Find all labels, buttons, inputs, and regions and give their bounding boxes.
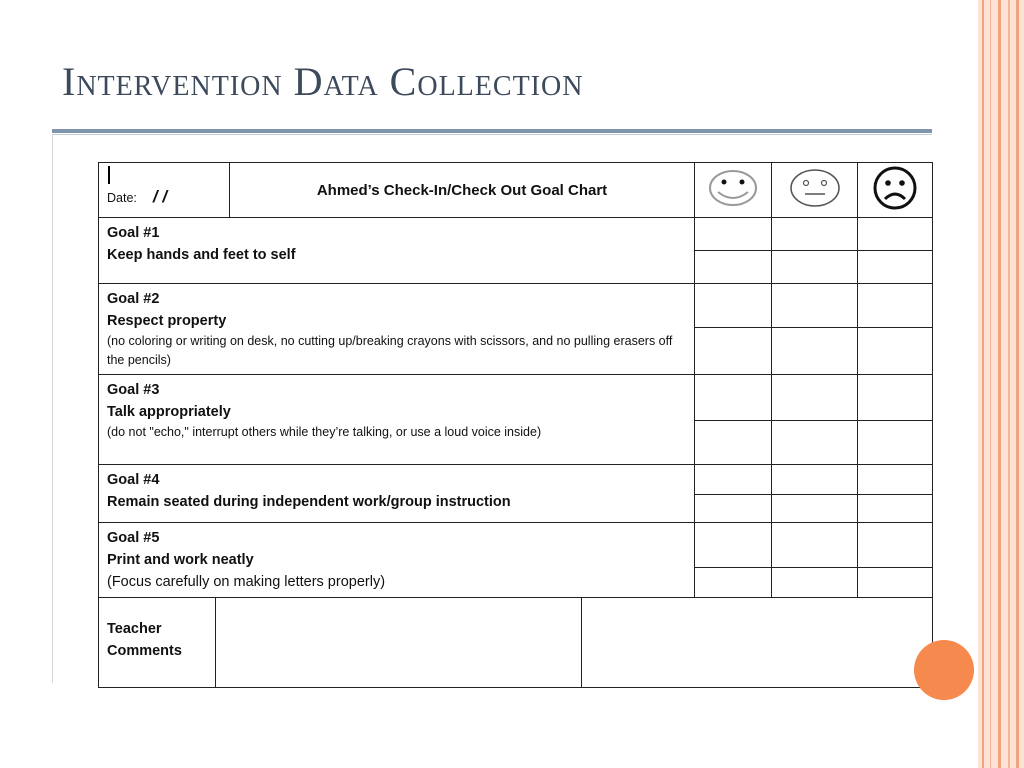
smile-face-cell (695, 163, 772, 218)
goal-row (99, 465, 933, 495)
rating-cell[interactable] (695, 218, 772, 251)
goal-row (99, 523, 933, 568)
rating-cell[interactable] (695, 328, 772, 375)
rating-cell[interactable] (858, 251, 933, 284)
goal-number: Goal #4 (107, 472, 160, 488)
decorative-circle (914, 640, 974, 700)
rating-cell[interactable] (695, 284, 772, 328)
goal-description: (Focus carefully on making letters properly) (107, 574, 386, 590)
comments-field[interactable] (216, 598, 582, 688)
rating-cell[interactable] (772, 421, 858, 465)
goal-chart-table (98, 162, 933, 688)
goal-description: (no coloring or writing on desk, no cutting up/breaking crayons with scissors, and no pulling erasers off the pencils) (107, 334, 673, 367)
rating-cell[interactable] (858, 465, 933, 495)
teacher-comments-label (99, 598, 216, 688)
rating-cell[interactable] (772, 328, 858, 375)
rating-cell[interactable] (858, 284, 933, 328)
rating-cell[interactable] (858, 421, 933, 465)
goal-number: Goal #3 (107, 382, 160, 398)
rating-cell[interactable] (858, 328, 933, 375)
rating-cell[interactable] (695, 375, 772, 421)
rating-cell[interactable] (772, 465, 858, 495)
goal-number: Goal #5 (107, 530, 160, 546)
rating-cell[interactable] (772, 495, 858, 523)
goal-1-cell (99, 218, 695, 284)
rating-cell[interactable] (695, 523, 772, 568)
rating-cell[interactable] (772, 284, 858, 328)
goal-name: Talk appropriately (107, 404, 231, 420)
rating-cell[interactable] (858, 218, 933, 251)
rating-cell[interactable] (858, 568, 933, 598)
smile-face-icon (708, 166, 758, 210)
goal-number: Goal #1 (107, 225, 160, 241)
rating-cell[interactable] (695, 495, 772, 523)
rating-cell[interactable] (772, 568, 858, 598)
header-row (99, 163, 933, 218)
neutral-face-icon (789, 166, 841, 210)
comments-label-line1: Teacher (107, 621, 162, 637)
comments-row (99, 598, 933, 688)
date-label: Date: (107, 191, 137, 205)
rating-cell[interactable] (772, 523, 858, 568)
goal-2-cell (99, 284, 695, 375)
comments-field-2[interactable] (582, 598, 933, 688)
rating-cell[interactable] (858, 495, 933, 523)
rating-cell[interactable] (772, 218, 858, 251)
goal-row (99, 284, 933, 328)
decorative-stripes (978, 0, 1024, 768)
rating-cell[interactable] (695, 465, 772, 495)
rating-cell[interactable] (858, 523, 933, 568)
rating-cell[interactable] (772, 375, 858, 421)
rating-cell[interactable] (695, 568, 772, 598)
text-cursor (108, 166, 110, 184)
neutral-face-cell (772, 163, 858, 218)
goal-name: Print and work neatly (107, 552, 254, 568)
goal-3-cell (99, 375, 695, 465)
goal-name: Keep hands and feet to self (107, 247, 296, 263)
slide-title: Intervention Data Collection (62, 59, 584, 104)
rating-cell[interactable] (772, 251, 858, 284)
goal-description: (do not "echo," interrupt others while they’re talking, or use a loud voice inside) (107, 425, 542, 439)
title-rule (52, 129, 932, 133)
comments-label-line2: Comments (107, 643, 182, 659)
rating-cell[interactable] (858, 375, 933, 421)
date-slashes: / / (152, 187, 168, 206)
goal-number: Goal #2 (107, 291, 160, 307)
goal-5-cell (99, 523, 695, 598)
date-cell (99, 163, 230, 218)
goal-4-cell (99, 465, 695, 523)
goal-row (99, 375, 933, 421)
chart-title: Ahmed’s Check-In/Check Out Goal Chart (230, 163, 695, 218)
rating-cell[interactable] (695, 251, 772, 284)
frown-face-cell (858, 163, 933, 218)
rating-cell[interactable] (695, 421, 772, 465)
goal-name: Respect property (107, 313, 227, 329)
goal-row (99, 218, 933, 251)
goal-name: Remain seated during independent work/group instruction (107, 494, 511, 510)
frown-face-icon (871, 164, 919, 212)
